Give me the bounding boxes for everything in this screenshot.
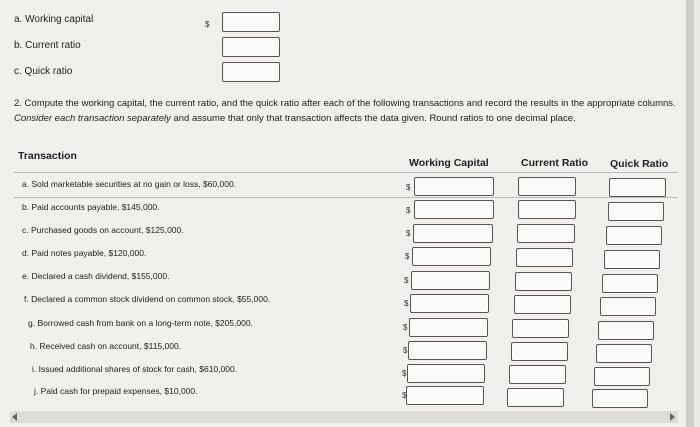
working-capital-input[interactable]	[411, 271, 490, 290]
question-suffix: and assume that only that transaction affects the data given. Round ratios to one decimal place.	[173, 113, 576, 124]
working-capital-input[interactable]	[407, 364, 485, 383]
current-ratio-input[interactable]	[511, 342, 568, 361]
transaction-label: e. Declared a cash dividend, $155,000.	[22, 271, 170, 281]
quick-ratio-input[interactable]	[598, 321, 654, 340]
quick-ratio-input[interactable]	[604, 250, 660, 269]
transaction-label: d. Paid notes payable, $120,000.	[22, 248, 147, 258]
dollar-sign: $	[402, 369, 407, 378]
working-capital-input[interactable]	[414, 200, 494, 219]
header-transaction: Transaction	[18, 150, 77, 162]
question-prefix: 2. Compute the working capital, the current ratio, and the quick ratio after each of the following transactions and record the results in the appropriate columns.	[14, 98, 676, 109]
quick-ratio-input[interactable]	[600, 297, 656, 316]
working-capital-input[interactable]	[409, 318, 488, 337]
header-working-capital: Working Capital	[409, 157, 489, 169]
transaction-label: i. Issued additional shares of stock for cash, $610,000.	[32, 364, 238, 374]
current-ratio-input[interactable]	[514, 295, 571, 314]
working-capital-input[interactable]	[413, 224, 493, 243]
quick-ratio-input[interactable]	[602, 274, 658, 293]
current-ratio-input[interactable]	[516, 248, 573, 267]
header-divider	[14, 172, 678, 173]
transaction-label: j. Paid cash for prepaid expenses, $10,000.	[34, 386, 198, 396]
current-ratio-input[interactable]	[222, 37, 280, 57]
top-item-label-working-capital: a. Working capital	[14, 14, 94, 25]
transaction-label: a. Sold marketable securities at no gain or loss, $60,000.	[22, 179, 237, 189]
working-capital-input[interactable]	[222, 12, 280, 32]
dollar-sign: $	[403, 346, 408, 355]
transaction-label: c. Purchased goods on account, $125,000.	[22, 225, 184, 235]
working-capital-input[interactable]	[412, 247, 491, 266]
quick-ratio-input[interactable]	[592, 389, 648, 408]
dollar-sign: $	[402, 391, 407, 400]
current-ratio-input[interactable]	[515, 272, 572, 291]
current-ratio-input[interactable]	[512, 319, 569, 338]
quick-ratio-input[interactable]	[608, 202, 664, 221]
row-divider	[14, 197, 678, 198]
horizontal-scrollbar[interactable]	[10, 411, 678, 423]
quick-ratio-input[interactable]	[609, 178, 666, 197]
quick-ratio-input[interactable]	[596, 344, 652, 363]
quick-ratio-input[interactable]	[222, 62, 280, 82]
working-capital-input[interactable]	[406, 386, 484, 405]
current-ratio-input[interactable]	[507, 388, 564, 407]
scroll-right-arrow-icon[interactable]	[670, 413, 675, 421]
transaction-label: b. Paid accounts payable, $145,000.	[22, 202, 160, 212]
working-capital-input[interactable]	[408, 341, 487, 360]
dollar-sign: $	[406, 206, 411, 215]
header-quick-ratio: Quick Ratio	[610, 158, 669, 170]
top-item-label-current-ratio: b. Current ratio	[14, 40, 81, 51]
vertical-scrollbar[interactable]	[686, 0, 694, 427]
scroll-left-arrow-icon[interactable]	[12, 413, 17, 421]
header-current-ratio: Current Ratio	[521, 157, 589, 169]
dollar-sign: $	[406, 229, 411, 238]
working-capital-input[interactable]	[414, 177, 494, 196]
quick-ratio-input[interactable]	[594, 367, 650, 386]
current-ratio-input[interactable]	[517, 224, 575, 243]
quick-ratio-input[interactable]	[606, 226, 662, 245]
working-capital-input[interactable]	[410, 294, 489, 313]
top-item-label-quick-ratio: c. Quick ratio	[14, 66, 73, 77]
current-ratio-input[interactable]	[518, 200, 576, 219]
question-text	[14, 96, 684, 126]
transaction-label: f. Declared a common stock dividend on common stock, $55,000.	[24, 294, 271, 304]
transaction-label: h. Received cash on account, $115,000.	[30, 341, 182, 351]
dollar-sign: $	[403, 323, 408, 332]
dollar-sign: $	[404, 276, 409, 285]
dollar-sign: $	[205, 20, 210, 29]
current-ratio-input[interactable]	[518, 177, 576, 196]
dollar-sign: $	[406, 183, 411, 192]
dollar-sign: $	[405, 252, 410, 261]
current-ratio-input[interactable]	[509, 365, 566, 384]
question-italic: Consider each transaction separately	[14, 113, 171, 124]
transaction-label: g. Borrowed cash from bank on a long-term note, $205,000.	[28, 318, 253, 328]
dollar-sign: $	[404, 299, 409, 308]
